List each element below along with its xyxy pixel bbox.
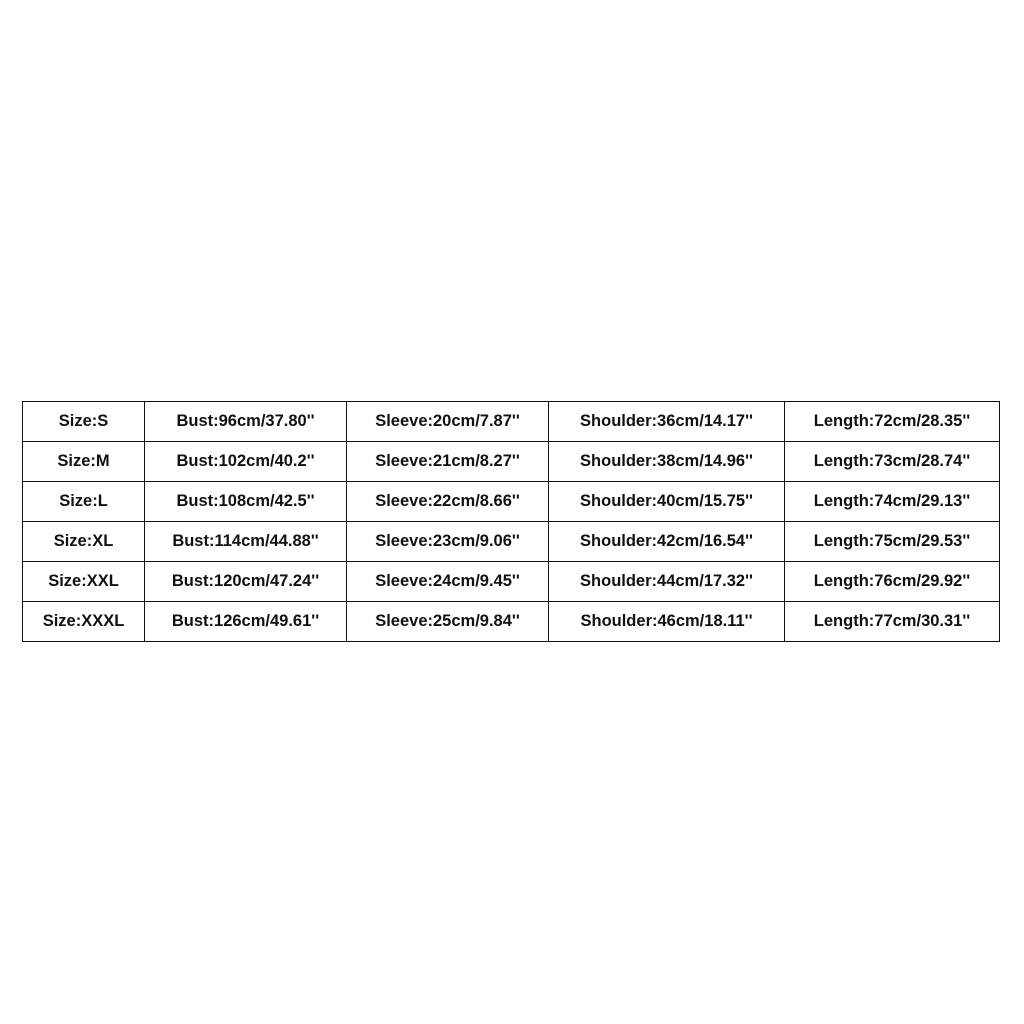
bust-cell: Bust:126cm/49.61'' (145, 602, 347, 642)
table-row (23, 602, 1000, 642)
length-cell: Length:75cm/29.53'' (785, 522, 1000, 562)
shoulder-cell: Shoulder:38cm/14.96'' (549, 442, 785, 482)
bust-cell: Bust:96cm/37.80'' (145, 402, 347, 442)
table-row (23, 402, 1000, 442)
length-cell: Length:73cm/28.74'' (785, 442, 1000, 482)
length-cell: Length:72cm/28.35'' (785, 402, 1000, 442)
bust-cell: Bust:102cm/40.2'' (145, 442, 347, 482)
bust-cell: Bust:120cm/47.24'' (145, 562, 347, 602)
table-row (23, 482, 1000, 522)
table-row (23, 562, 1000, 602)
size-cell: Size:XXL (23, 562, 145, 602)
sleeve-cell: Sleeve:20cm/7.87'' (347, 402, 549, 442)
shoulder-cell: Shoulder:36cm/14.17'' (549, 402, 785, 442)
size-cell: Size:XL (23, 522, 145, 562)
sleeve-cell: Sleeve:23cm/9.06'' (347, 522, 549, 562)
shoulder-cell: Shoulder:42cm/16.54'' (549, 522, 785, 562)
length-cell: Length:76cm/29.92'' (785, 562, 1000, 602)
size-cell: Size:M (23, 442, 145, 482)
shoulder-cell: Shoulder:44cm/17.32'' (549, 562, 785, 602)
table-row (23, 442, 1000, 482)
shoulder-cell: Shoulder:46cm/18.11'' (549, 602, 785, 642)
length-cell: Length:74cm/29.13'' (785, 482, 1000, 522)
length-cell: Length:77cm/30.31'' (785, 602, 1000, 642)
table-row (23, 522, 1000, 562)
size-chart-table (22, 401, 1000, 642)
size-cell: Size:XXXL (23, 602, 145, 642)
sleeve-cell: Sleeve:24cm/9.45'' (347, 562, 549, 602)
sleeve-cell: Sleeve:22cm/8.66'' (347, 482, 549, 522)
bust-cell: Bust:114cm/44.88'' (145, 522, 347, 562)
shoulder-cell: Shoulder:40cm/15.75'' (549, 482, 785, 522)
sleeve-cell: Sleeve:21cm/8.27'' (347, 442, 549, 482)
bust-cell: Bust:108cm/42.5'' (145, 482, 347, 522)
sleeve-cell: Sleeve:25cm/9.84'' (347, 602, 549, 642)
size-cell: Size:L (23, 482, 145, 522)
size-cell: Size:S (23, 402, 145, 442)
